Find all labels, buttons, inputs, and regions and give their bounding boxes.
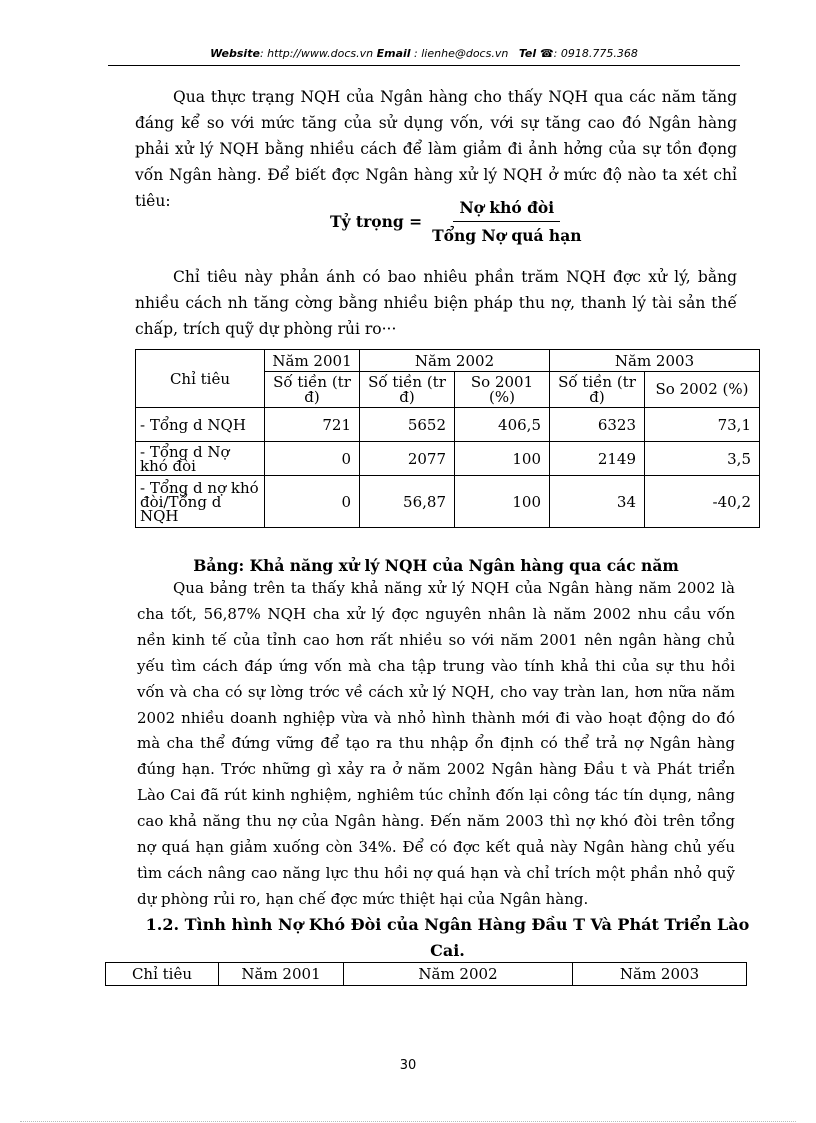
paragraph-analysis-text: Qua bảng trên ta thấy khả năng xử lý NQH của Ngân hàng năm 2002 là cha tốt, 56,87% NQH cha xử lý đợc nguyên nhân là năm 2002 nhu cầu vốn nền kinh tế của tỉnh cao hơn rất nhiều so với năm 2001 nên ngân hàng chủ yếu tìm cách đáp ứng vốn mà cha tập trung vào tính khả thi của sự thu hồi vốn và cha có sự lờng trớc về cách xử lý NQH, cho vay tràn lan, hơn nữa năm 2002 nhiều doanh nghiệp vừa và nhỏ hình thành mới đi vào hoạt động do đó mà cha thể đứng vững để tạo ra thu nhập ổn định có thể trả nợ Ngân hàng đúng hạn. Trớc những gì xảy ra ở năm 2002 Ngân hàng Đầu t và Phát triển Lào Cai đã rút kinh nghiệm, nghiêm túc chỉnh đốn lại công tác tín dụng, nâng cao khả năng thu nợ của Ngân hàng. Đến năm 2003 thì nợ khó đòi trên tổng nợ quá hạn giảm xuống còn 34%. Để có đợc kết quả này Ngân hàng chủ yếu tìm cách nâng cao năng lực thu hồi nợ quá hạn và chỉ trích một phần nhỏ quỹ dự phòng rủi ro, hạn chế đợc mức thiệt hại của Ngân hàng.	[137, 579, 735, 908]
table-row	[136, 442, 760, 476]
page-bottom-divider	[20, 1121, 796, 1122]
cell-value: 34	[550, 476, 645, 528]
bad-debt-table	[105, 962, 747, 986]
cell-value: 6323	[550, 408, 645, 442]
paragraph-indicator	[135, 264, 737, 342]
table-header-year: Năm 2002	[344, 963, 573, 986]
cell-value: 2149	[550, 442, 645, 476]
cell-value: 73,1	[645, 408, 760, 442]
formula-lhs: Tỷ trọng =	[330, 212, 423, 231]
table-header-indicator: Chỉ tiêu	[136, 350, 265, 408]
cell-value: 406,5	[455, 408, 550, 442]
table-subheader: So 2001 (%)	[455, 372, 550, 408]
table-subheader: Số tiền (tr đ)	[360, 372, 455, 408]
formula-fraction	[426, 198, 587, 245]
header-divider	[108, 65, 740, 66]
page-number: 30	[399, 1058, 417, 1073]
cell-value: 56,87	[360, 476, 455, 528]
npl-table	[135, 349, 760, 528]
cell-value: 3,5	[645, 442, 760, 476]
paragraph-intro	[135, 84, 737, 214]
cell-value: 5652	[360, 408, 455, 442]
formula-denominator: Tổng Nợ quá hạn	[432, 226, 582, 245]
email-label: Email	[376, 47, 411, 60]
table-header-year: Năm 2001	[219, 963, 344, 986]
row-label: - Tổng d nợ khó đòi/Tổng d NQH	[136, 476, 265, 528]
cell-value: 0	[265, 476, 360, 528]
cell-value: 0	[265, 442, 360, 476]
page-header	[108, 47, 740, 60]
row-label: - Tổng d NQH	[136, 408, 265, 442]
table-header-year: Năm 2002	[360, 350, 550, 372]
table-subheader: So 2002 (%)	[645, 372, 760, 408]
paragraph-analysis	[137, 576, 735, 913]
email-value: : lienhe@docs.vn	[410, 47, 509, 60]
tel-value: : 0918.775.368	[553, 47, 638, 60]
cell-value: -40,2	[645, 476, 760, 528]
tel-label: Tel ☎	[518, 47, 554, 60]
table-header-year: Năm 2003	[550, 350, 760, 372]
table-header-year: Năm 2001	[265, 350, 360, 372]
website-value: : http://www.docs.vn	[259, 47, 374, 60]
table-caption: Bảng: Khả năng xử lý NQH của Ngân hàng qua các năm	[193, 556, 679, 575]
table-row	[136, 476, 760, 528]
website-label: Website	[210, 47, 260, 60]
cell-value: 100	[455, 442, 550, 476]
formula-numerator: Nợ khó đòi	[453, 198, 560, 222]
section-heading: 1.2. Tình hình Nợ Khó Đòi của Ngân Hàng Đầu T Và Phát Triển Lào Cai.	[145, 915, 750, 960]
ratio-formula	[330, 198, 588, 245]
cell-value: 721	[265, 408, 360, 442]
table-subheader: Số tiền (tr đ)	[550, 372, 645, 408]
paragraph-intro-text: Qua thực trạng NQH của Ngân hàng cho thấy NQH qua các năm tăng đáng kể so với mức tăng của sử dụng vốn, với sự tăng cao đó Ngân hàng phải xử lý NQH bằng nhiều cách để làm giảm đi ảnh hởng của sự tồn đọng vốn Ngân hàng. Để biết đợc Ngân hàng xử lý NQH ở mức độ nào ta xét chỉ tiêu:	[135, 88, 737, 210]
cell-value: 100	[455, 476, 550, 528]
table-row	[136, 408, 760, 442]
table-header-year: Năm 2003	[573, 963, 747, 986]
table-subheader: Số tiền (tr đ)	[265, 372, 360, 408]
cell-value: 2077	[360, 442, 455, 476]
row-label: - Tổng d Nợ khó đòi	[136, 442, 265, 476]
paragraph-indicator-text: Chỉ tiêu này phản ánh có bao nhiêu phần trăm NQH đợc xử lý, bằng nhiều cách nh tăng cờng bằng nhiều biện pháp thu nợ, thanh lý tài sản thế chấp, trích quỹ dự phòng rủi ro···	[135, 268, 737, 338]
table-header-indicator: Chỉ tiêu	[106, 963, 219, 986]
